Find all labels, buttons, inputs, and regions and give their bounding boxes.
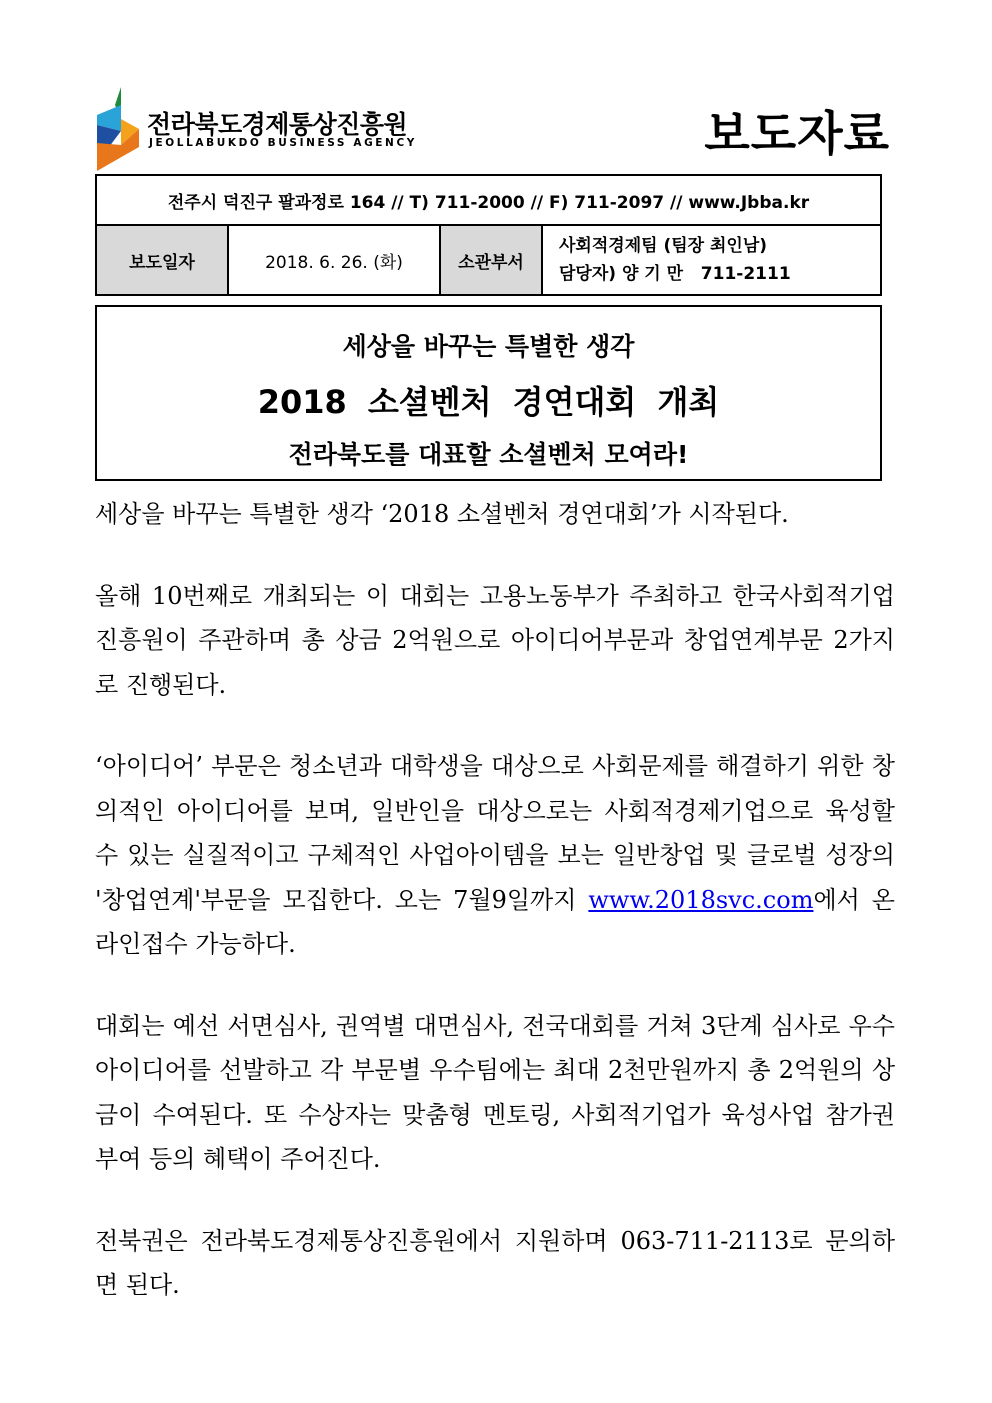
- document-header: [95, 85, 890, 175]
- dept-value: [542, 225, 881, 295]
- headline-subtitle: 세상을 바꾸는 특별한 생각: [342, 332, 635, 361]
- info-table: [95, 174, 882, 296]
- address-line: 전주시 덕진구 팔과정로 164 // T) 711-2000 // F) 711-2097 // www.Jbba.kr: [96, 175, 881, 225]
- paragraph-1: 세상을 바꾸는 특별한 생각 ‘2018 소셜벤처 경연대회’가 시작된다.: [95, 500, 789, 528]
- registration-link[interactable]: www.2018svc.com: [588, 885, 814, 914]
- headline-tagline: 전라북도를 대표할 소셜벤처 모여라!: [288, 440, 689, 469]
- date-label: 보도일자: [96, 225, 228, 295]
- organization-logo: [95, 85, 425, 171]
- paragraph-4: 대회는 예선 서면심사, 권역별 대면심사, 전국대회를 거쳐 3단계 심사로 우수 아이디어를 선발하고 각 부문별 우수팀에는 최대 2천만원까지 총 2억원의 상금이 수여된다. 또 수상자는 맞춤형 멘토링, 사회적기업가 육성사업 참가권 부여 등의 혜택이 주어진다.: [95, 1011, 895, 1173]
- paragraph-3-tail: 에서 온라인접수 가능하다.: [95, 885, 895, 958]
- org-name-ko: 전라북도경제통상진흥원: [147, 110, 408, 139]
- logo-mark-icon: [95, 85, 145, 171]
- headline-box: [95, 305, 882, 481]
- article-body: [95, 492, 895, 1345]
- document-type-title: 보도자료: [704, 107, 890, 162]
- dept-contact: 담당자) 양 기 만 711-2111: [559, 264, 791, 284]
- headline-title: 2018 소셜벤처 경연대회 개최: [257, 383, 720, 421]
- dept-label: 소관부서: [440, 225, 542, 295]
- paragraph-3-text: ‘아이디어’ 부문은 청소년과 대학생을 대상으로 사회문제를 해결하기 위한 창의적인 아이디어를 보며, 일반인을 대상으로는 사회적경제기업으로 육성할 수 있는 실질적이고 구체적인 사업아이템을 보는 일반창업 및 글로벌 성장의 '창업연계'부문을 모집한다. 오는 7월9일까지: [95, 752, 895, 914]
- paragraph-2: 올해 10번째로 개최되는 이 대회는 고용노동부가 주최하고 한국사회적기업진흥원이 주관하며 총 상금 2억원으로 아이디어부문과 창업연계부문 2가지로 진행된다.: [95, 581, 895, 699]
- paragraph-5: 전북권은 전라북도경제통상진흥원에서 지원하며 063-711-2113로 문의하면 된다.: [95, 1226, 895, 1299]
- date-value: 2018. 6. 26. (화): [228, 225, 440, 295]
- paragraph-3: [95, 744, 895, 967]
- dept-team: 사회적경제팀 (팀장 최인남): [559, 236, 768, 256]
- org-name-en: JEOLLABUKDO BUSINESS AGENCY: [149, 137, 417, 149]
